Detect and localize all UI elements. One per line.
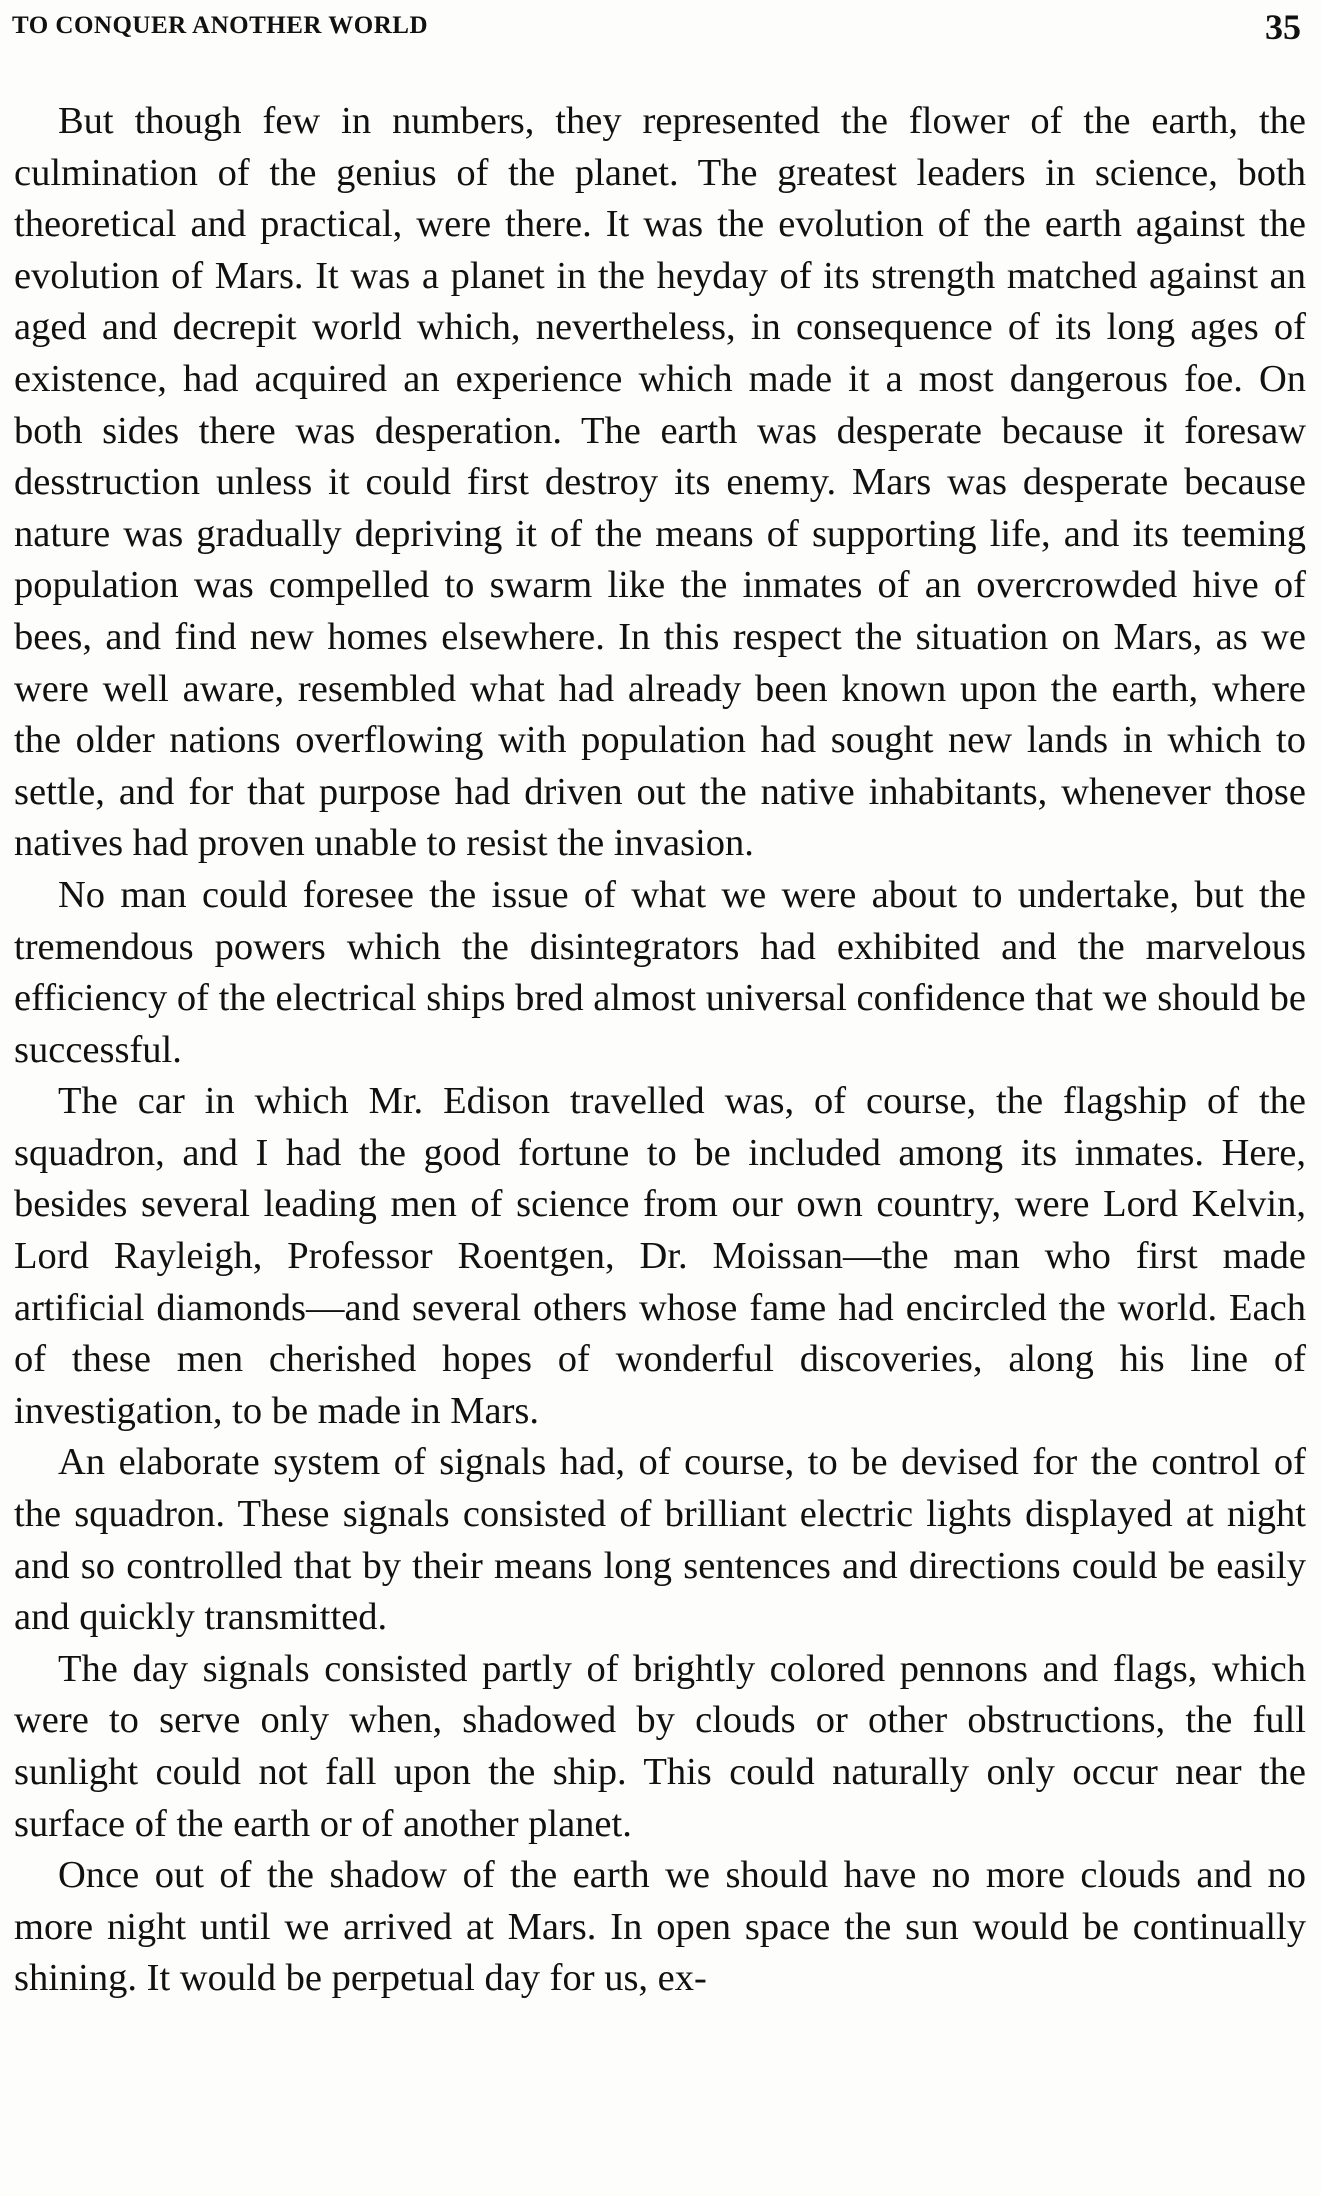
paragraph-6: Once out of the shadow of the earth we should have no more clouds and no more night until we arrived at Mars. In open space the sun would be continually shining. It would be perpetual day for us, ex- [14,1854,1306,2000]
paragraph-3: The car in which Mr. Edison travelled was, of course, the flagship of the squadron, and I had the good fortune to be included among its inmates. Here, besides several leading men of science from our own country, were Lord Kelvin, Lord Rayleigh, Professor Roentgen, Dr. Moissan—the man who first made artificial diamonds—and several others whose fame had encircled the world. Each of these men cherished hopes of wonderful discoveries, along his line of investigation, to be made in Mars. [14,1080,1306,1432]
paragraph-1: But though few in numbers, they represented the flower of the earth, the culmination of the genius of the planet. The greatest leaders in science, both theoretical and practical, were there. It was the evolution of the earth against the evolution of Mars. It was a planet in the heyday of its strength matched against an aged and decrepit world which, nevertheless, in consequence of its long ages of existence, had acquired an experience which made it a most dangerous foe. On both sides there was desperation. The earth was desperate because it foresaw desstruction unless it could first destroy its enemy. Mars was desperate because nature was gradually depriving it of the means of supporting life, and its teeming population was compelled to swarm like the inmates of an overcrowded hive of bees, and find new homes elsewhere. In this respect the situation on Mars, as we were well aware, resembled what had already been known upon the earth, where the older nations overflowing with population had sought new lands in which to settle, and for that purpose had driven out the native inhabitants, whenever those natives had proven unable to resist the invasion. [14,100,1306,865]
paragraph-5: The day signals consisted partly of brightly colored pennons and flags, which were to serve only when, shadowed by clouds or other obstructions, the full sunlight could not fall upon the ship. This could naturally only occur near the surface of the earth or of another planet. [14,1647,1306,1845]
paragraph-4: An elaborate system of signals had, of course, to be devised for the control of the squadron. These signals consisted of brilliant electric lights displayed at night and so controlled that by their means long sentences and directions could be easily and quickly transmitted. [14,1441,1306,1639]
running-title: TO CONQUER ANOTHER WORLD [12,12,429,39]
page-number: 35 [1265,7,1301,47]
running-head [12,6,1301,46]
body-text [14,96,1306,2005]
paragraph-2: No man could foresee the issue of what we were about to undertake, but the tremendous powers which the disintegrators had exhibited and the marvelous efficiency of the electrical ships bred almost universal confidence that we should be successful. [14,873,1306,1071]
